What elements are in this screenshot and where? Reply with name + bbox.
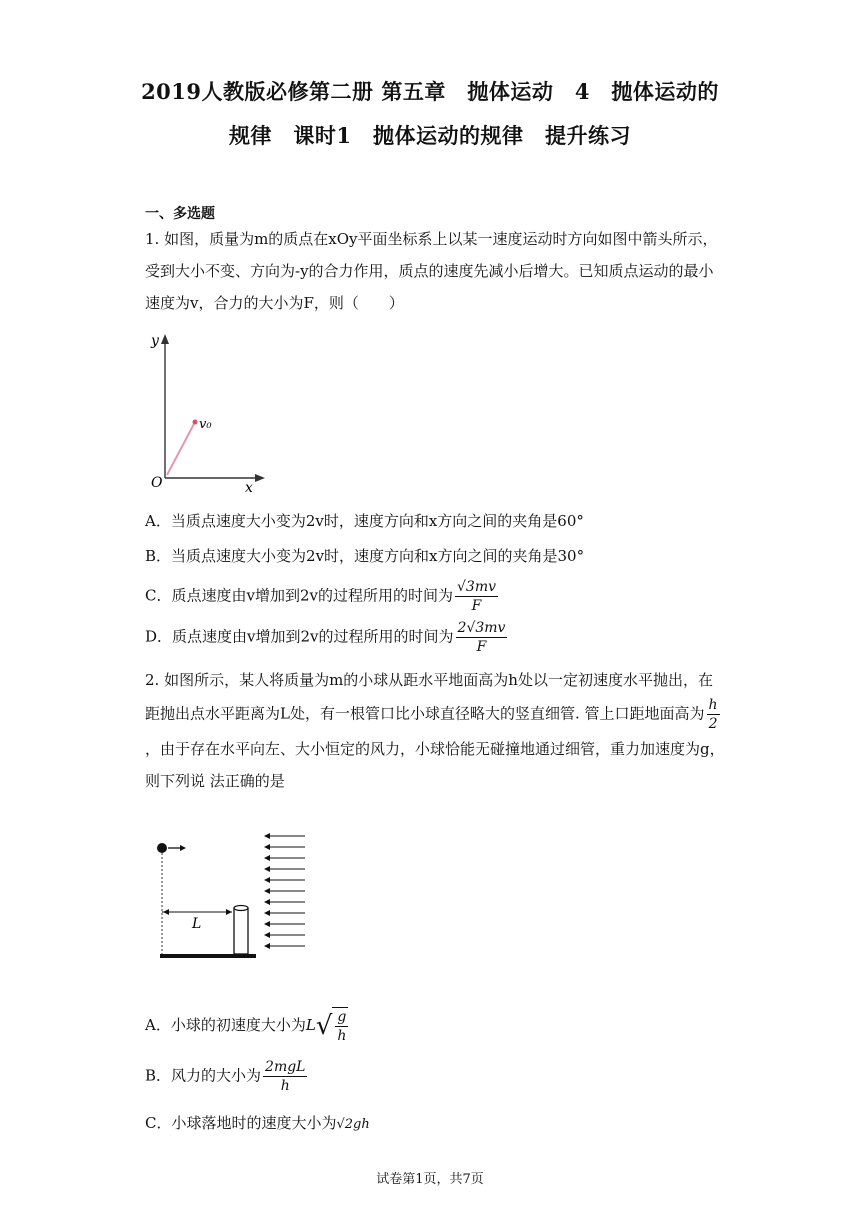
velocity-arrow-icon [193,420,198,425]
q2-option-b-fraction [263,1058,307,1095]
q1-coordinate-figure [145,330,275,495]
q2-stem-part2: ，由于存在水平向左、大小恒定的风力，小球恰能无碰撞地通过细管，重力加速度为g，则下列说 法正确的是 [145,740,725,790]
q2-option-a-text: A．小球的初速度大小为 [145,1016,306,1034]
ground [160,954,256,958]
q1-option-d-num: 2√3mv [457,620,506,636]
q1-option-c-num: √3mv [456,579,496,595]
doc-title-line2: 规律 课时1 抛体运动的规律 提升练习 [228,123,632,148]
sqrt-icon: √ [315,1011,333,1041]
q2-option-b-text: B．风力的大小为 [145,1066,262,1085]
q2-option-a-den: h [337,1028,347,1044]
ball-icon [157,843,167,853]
wind-arrow-icon [264,888,270,894]
origin-label: O [151,475,163,491]
q1-option-a: A．当质点速度大小变为2v时，速度方向和x方向之间的夹角是60° [145,512,584,530]
q1-option-d [145,619,507,656]
q2-option-a [145,1007,348,1045]
q2-option-a-L: L [305,1016,316,1034]
page-footer: 试卷第1页，共7页 [376,1172,484,1187]
q1-option-c [145,578,498,615]
q1-option-b: B．当质点速度大小变为2v时，速度方向和x方向之间的夹角是30° [145,547,585,565]
wind-arrow-icon [264,910,270,916]
q2-option-a-fraction [335,1008,348,1045]
y-axis-arrow-icon [161,334,169,344]
q2-option-b [145,1058,307,1095]
q1-option-d-text: D．质点速度由v增加到2v的过程所用的时间为 [145,627,454,646]
q2-stem-part1: 2. 如图所示，某人将质量为m的小球从距水平地面高为h处以一定初速度水平抛出，在距抛出点水平距离为L处，有一根管口比小球直径略大的竖直细管. 管上口距地面高为 [145,671,713,723]
wind-arrows [264,833,305,949]
x-axis-label: x [245,480,253,495]
wind-arrow-icon [264,943,270,949]
velocity-vector [167,422,195,475]
q2-option-c [145,1112,370,1133]
wind-arrow-icon [264,899,270,905]
y-axis-label: y [151,333,159,349]
q2-stem [145,664,725,797]
q2-h-num: h [708,697,718,713]
q1-option-c-fraction [455,578,498,615]
x-axis-arrow-icon [255,474,265,482]
q1-stem: 1. 如图，质量为m的质点在xOy平面坐标系上以某一速度运动时方向如图中箭头所示，受到大小不变、方向为-y的合力作用，质点的速度先减小后增大。已知质点运动的最小速度为v，合力的大小为F，则（ ） [145,230,718,312]
initial-velocity-arrow-icon [180,845,186,851]
wind-arrow-icon [264,932,270,938]
wind-arrow-icon [264,866,270,872]
q2-h-over-2 [707,696,720,733]
wind-arrow-icon [264,844,270,850]
q1-option-c-den: F [471,598,482,614]
wind-arrow-icon [264,855,270,861]
q2-option-c-value: √2gh [336,1117,370,1132]
q2-wind-figure [150,828,310,968]
q1-option-d-den: F [476,639,487,655]
q2-h-den: 2 [708,716,718,732]
doc-title-line1: 2019人教版必修第二册 第五章 抛体运动 4 抛体运动的 [141,79,719,104]
wind-arrow-icon [264,921,270,927]
vertical-tube [234,908,248,954]
q2-option-a-num: g [337,1009,347,1025]
q2-option-c-text: C．小球落地时的速度大小为 [145,1114,337,1132]
wind-arrow-icon [264,833,270,839]
section-title: 一、多选题 [145,206,215,222]
q2-option-b-num: 2mgL [265,1059,306,1075]
L-label: L [192,916,202,932]
q2-option-b-den: h [280,1078,290,1094]
wind-arrow-icon [264,877,270,883]
v0-label: v₀ [199,417,212,432]
q1-option-d-fraction [456,619,508,656]
q1-option-c-text: C．质点速度由v增加到2v的过程所用的时间为 [145,586,453,605]
